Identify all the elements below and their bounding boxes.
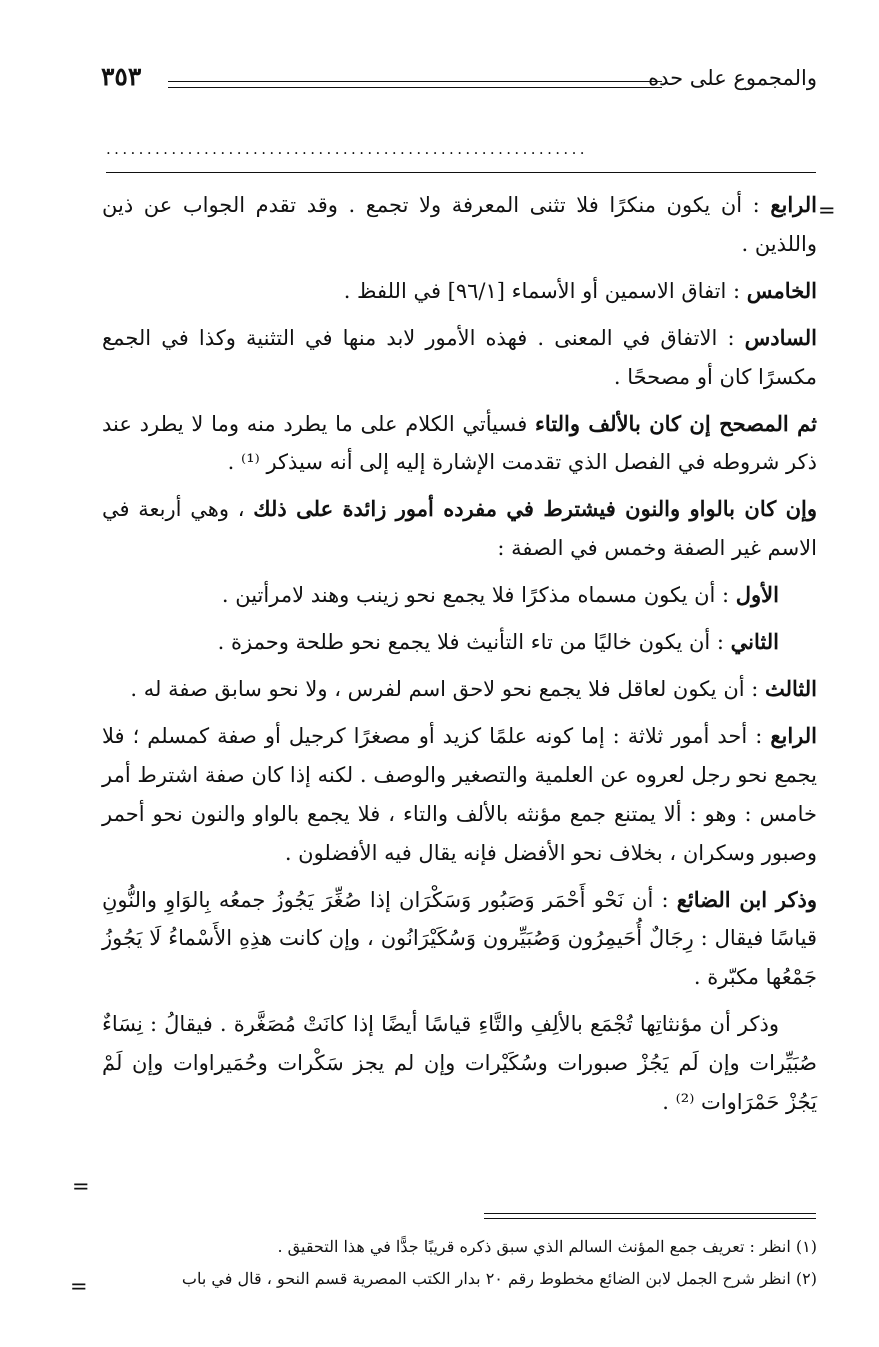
running-header-title: والمجموع على حده — [648, 66, 817, 90]
paragraph-lead: الثاني — [730, 629, 779, 655]
footnote-2: (٢) انظر شرح الجمل لابن الضائع مخطوط رقم ٢٠ بدار الكتب المصرية قسم النحو ، قال في باب — [181, 1269, 817, 1288]
paragraph-sound-masculine — [102, 490, 817, 568]
paragraph-lead: الخامس — [746, 277, 817, 303]
paragraph-fifth-condition — [102, 272, 817, 311]
paragraph-sound-feminine — [102, 405, 817, 483]
paragraph-lead: الرابع — [770, 192, 817, 217]
paragraph-lead: ثم المصحح إن كان بالألف والتاء — [535, 410, 817, 436]
paragraph-lead: الرابع — [770, 722, 817, 748]
paragraph-text: : أحد أمور ثلاثة : إما كونه علمًا كزيد أو مصغرًا كرجيل أو صفة كمسلم ؛ فلا يجمع نحو رجل لعروه عن العلمية والتصغير والوصف . لكنه إذا كان صفة اشترط أمر خامس : وهو : ألا يمتنع جمع مؤنثه بالألف والتاء ، فلا يجمع بالواو والنون نحو أحمر وصبور وسكران ، بخلاف نحو الأفضل فإنه يقال فيه الأفضلون . — [102, 723, 817, 865]
paragraph-third — [102, 670, 817, 709]
paragraph-lead: السادس — [744, 324, 817, 350]
paragraph-fourth-condition — [102, 186, 817, 264]
paragraph-second — [102, 623, 817, 662]
paragraph-text: فسيأتي الكلام على ما يطرد منه وما لا يطرد عند ذكر شروطه في الفصل الذي تقدمت الإشارة إليه إلى أنه سيذكر ⁽¹⁾ . — [102, 411, 817, 475]
header-dotted-line: ........................................................... — [106, 140, 588, 158]
paragraph-text: : أن يكون لعاقل فلا يجمع نحو لاحق اسم لفرس ، ولا نحو سابق صفة له . — [130, 676, 765, 701]
paragraph-text: : اتفاق الاسمين أو الأسماء [٩٦/١] في اللفظ . — [343, 278, 747, 303]
header-double-rule — [168, 81, 662, 88]
page-number: ٣٥٣ — [101, 62, 142, 91]
body-text — [102, 186, 817, 1130]
continuation-mark-end: = — [72, 1174, 90, 1198]
header-rule — [106, 172, 816, 173]
paragraph-sixth-condition — [102, 319, 817, 397]
paragraph-feminines — [102, 1005, 817, 1122]
paragraph-lead: وذكر ابن الضائع — [676, 886, 817, 912]
paragraph-text: : أن يكون منكرًا فلا تثنى المعرفة ولا تجمع . وقد تقدم الجواب عن ذين واللذين . — [102, 193, 817, 256]
continuation-mark-top: = — [818, 198, 836, 222]
paragraph-text: : الاتفاق في المعنى . فهذه الأمور لابد منها في التثنية وكذا في الجمع مكسرًا كان أو مصححًا . — [102, 325, 817, 389]
paragraph-text: : أن يكون مسماه مذكرًا فلا يجمع نحو زينب وهند لامرأتين . — [221, 583, 736, 608]
continuation-mark-footnote: = — [70, 1274, 88, 1298]
paragraph-lead: الثالث — [765, 675, 817, 701]
paragraph-text: وذكر أن مؤنثاتِها تُجْمَع بالألِفِ والتَّاءِ قياسًا أيضًا إذا كانَتْ مُصَغَّرة . فيقالُ : نِسَاءٌ صُبَيِّرات وإن لَم يَجُزْ صبورات وسُكَيْرات وإن لم يجز سَكْرات وحُمَيراوات وإن لَمْ يَجُزْ حَمْرَاوات ⁽²⁾ . — [102, 1012, 817, 1115]
paragraph-text: : أن يكون خاليًا من تاء التأنيث فلا يجمع نحو طلحة وحمزة . — [217, 630, 731, 655]
paragraph-text: : أن نَحْو أَحْمَر وَصَبُور وَسَكْرَان إذا صُغِّرَ يَجُوزُ جمعُه بِالوَاوِ والنُّونِ قياسًا فيقال : رِجَالٌ أُحَيمِرُون وَصُبَيِّرون وَسُكَيْرَانُون ، وإن كانت هذِهِ الأَسْماءُ لَا يَجُوزُ جَمْعُها مكبّرة . — [102, 887, 817, 990]
paragraph-text: ، وهي أربعة في الاسم غير الصفة وخمس في الصفة : — [102, 497, 817, 561]
paragraph-lead: وإن كان بالواو والنون فيشترط في مفرده أمور زائدة على ذلك — [253, 496, 818, 522]
paragraph-ibn-aldaie — [102, 881, 817, 998]
footnote-separator — [484, 1213, 816, 1219]
paragraph-lead: الأول — [735, 582, 779, 608]
footnote-1: (١) انظر : تعريف جمع المؤنث السالم الذي سبق ذكره قريبًا جدًّا في هذا التحقيق . — [277, 1237, 817, 1256]
paragraph-fourth — [102, 717, 817, 873]
paragraph-first — [102, 576, 817, 615]
